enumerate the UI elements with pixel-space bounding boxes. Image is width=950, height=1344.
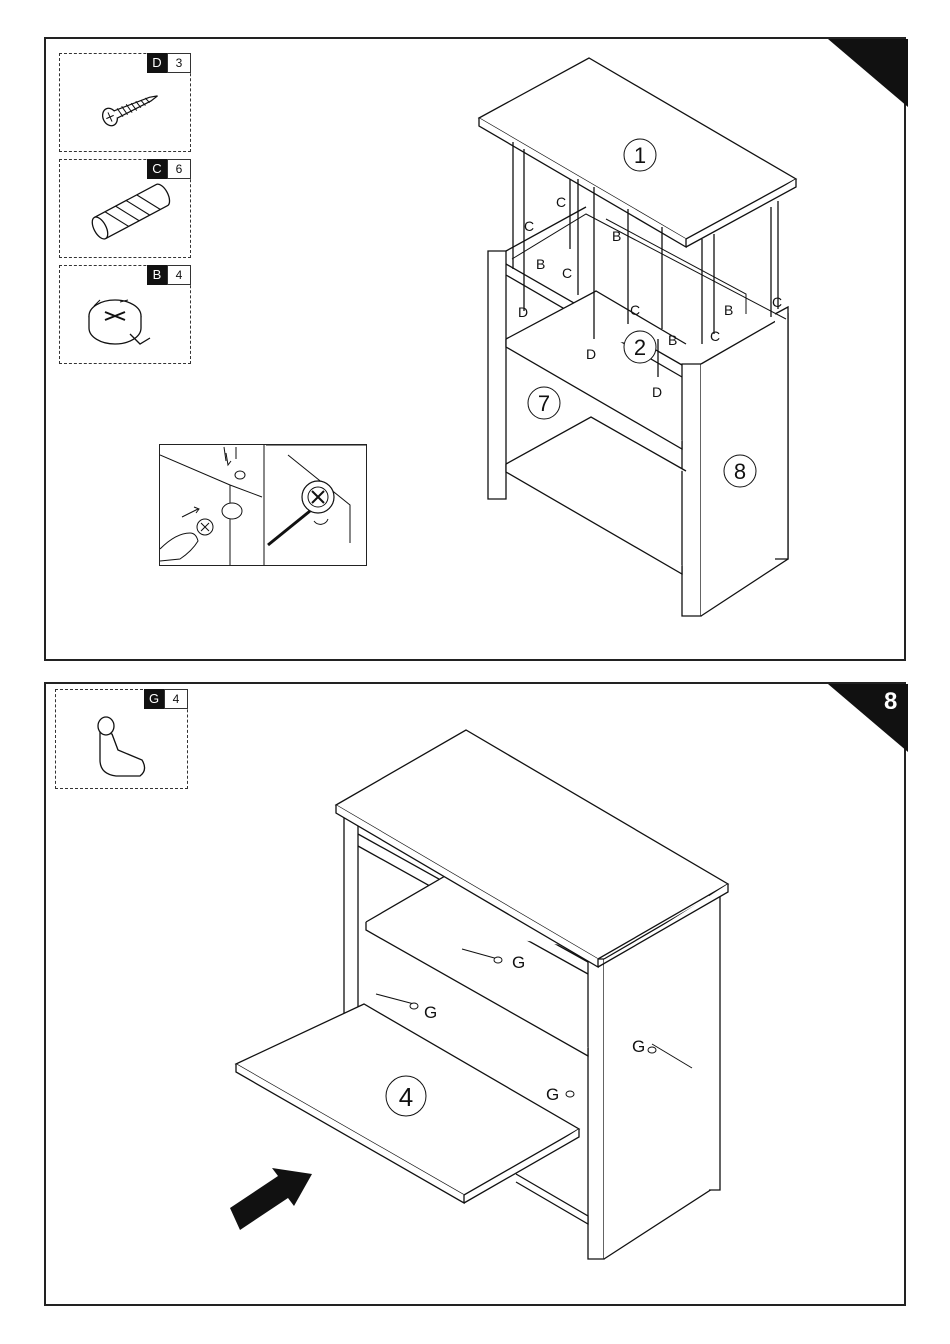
- callout-g: G: [632, 1037, 646, 1056]
- step-panel-top: [44, 37, 906, 661]
- hardware-letter: G: [144, 689, 164, 709]
- step-corner-badge: [828, 39, 908, 107]
- callout-g: G: [512, 953, 526, 972]
- callout-b: B: [536, 256, 546, 272]
- exploded-cabinet-drawing: [46, 39, 908, 663]
- callout-d: D: [652, 384, 663, 400]
- callout-b: B: [612, 228, 622, 244]
- callout-c: C: [556, 194, 567, 210]
- step-number: 8: [884, 688, 898, 715]
- part-label-4: 4: [398, 1082, 414, 1112]
- callout-g: G: [546, 1085, 560, 1104]
- hardware-qty: 4: [167, 265, 191, 285]
- callout-c: C: [710, 328, 721, 344]
- part-label-2: 2: [633, 335, 647, 360]
- part-label-7: 7: [537, 391, 551, 416]
- hardware-letter: C: [147, 159, 167, 179]
- callout-c: C: [772, 294, 783, 310]
- callout-d: D: [518, 304, 529, 320]
- step-panel-bottom: [44, 682, 906, 1306]
- hardware-qty: 4: [164, 689, 188, 709]
- part-label-1: 1: [633, 143, 647, 168]
- callout-b: B: [724, 302, 734, 318]
- hardware-letter: B: [147, 265, 167, 285]
- callout-c: C: [630, 302, 641, 318]
- hardware-qty: 3: [167, 53, 191, 73]
- shelf-insertion-drawing: [46, 684, 908, 1308]
- callout-g: G: [424, 1003, 438, 1022]
- callout-c: C: [562, 265, 573, 281]
- hardware-letter: D: [147, 53, 167, 73]
- callout-b: B: [668, 332, 678, 348]
- callout-c: C: [524, 218, 535, 234]
- part-label-8: 8: [733, 459, 747, 484]
- hardware-qty: 6: [167, 159, 191, 179]
- insert-direction-arrow-icon: [230, 1168, 312, 1230]
- callout-d: D: [586, 346, 597, 362]
